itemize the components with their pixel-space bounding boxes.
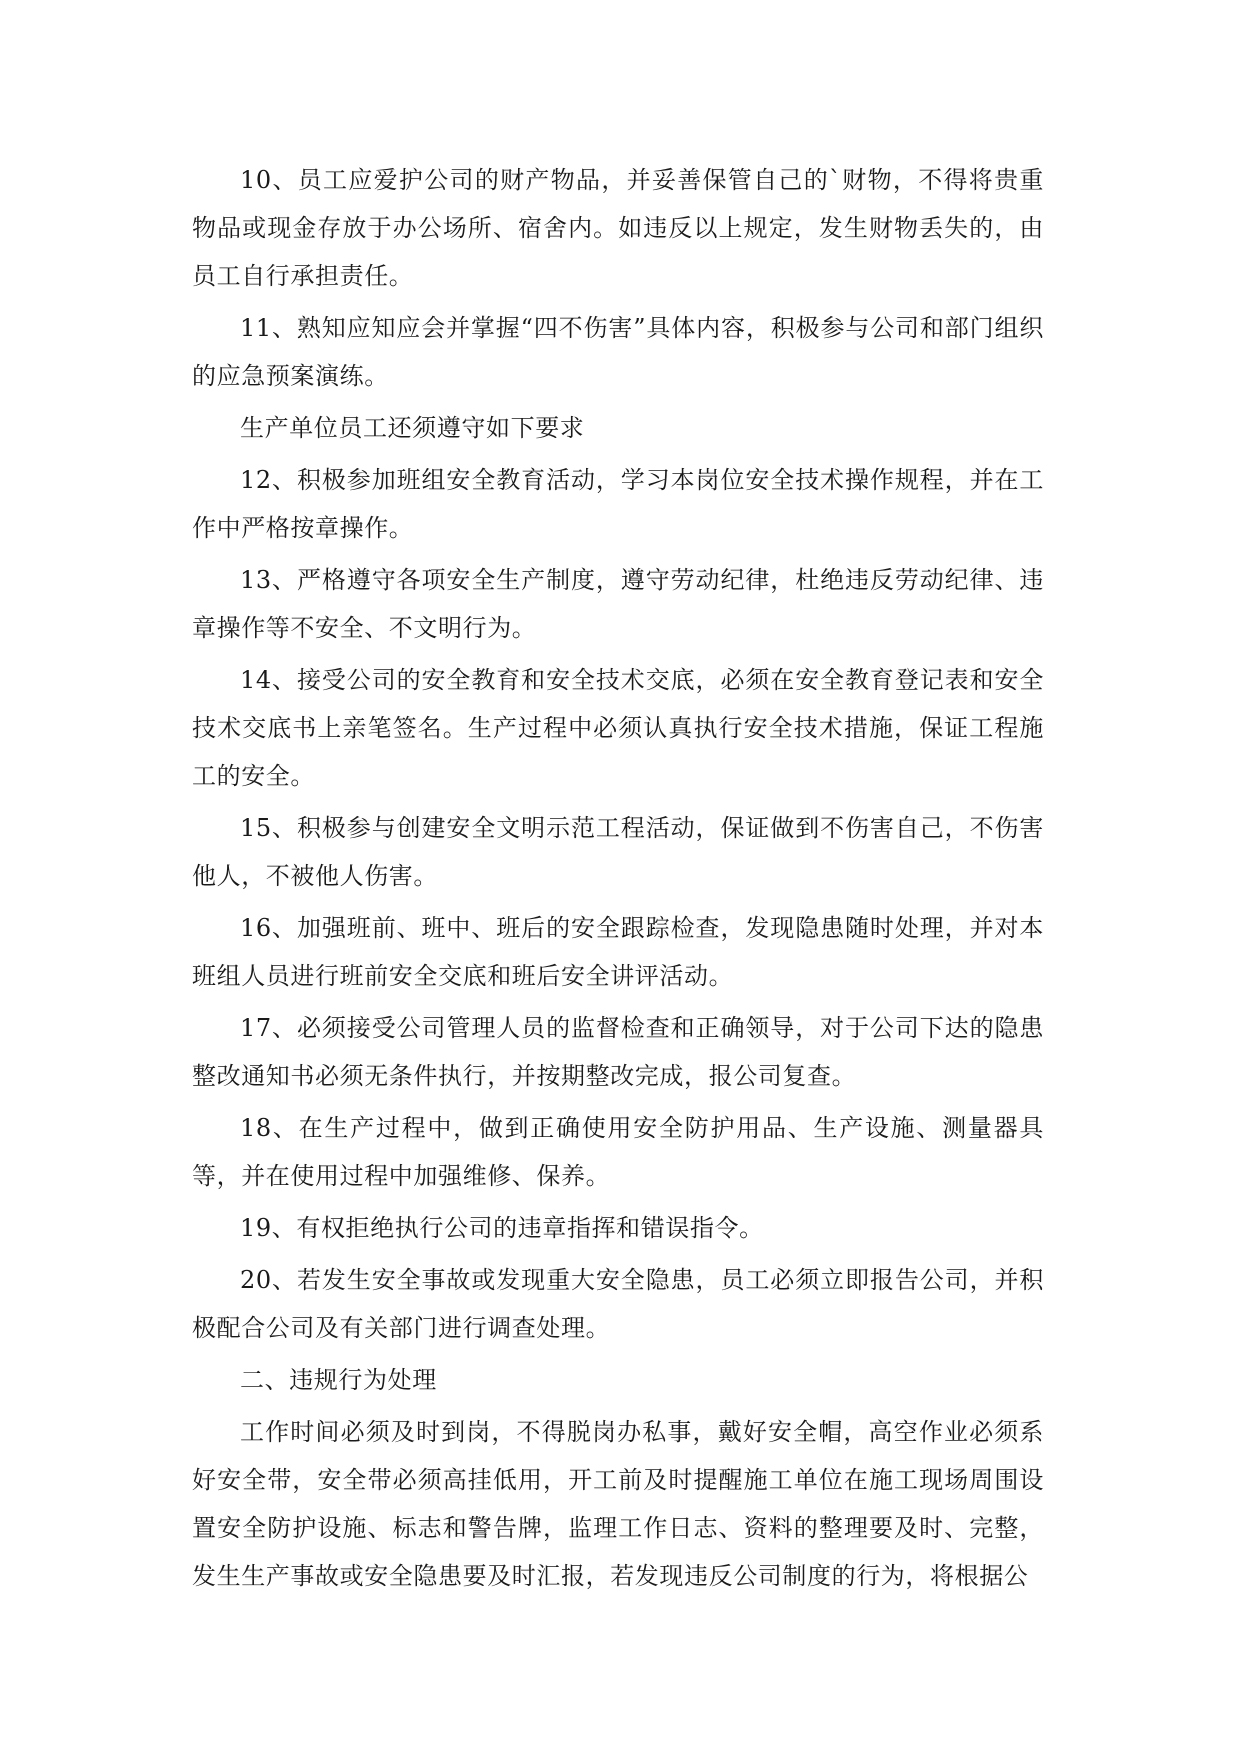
paragraph-item-16: 16、加强班前、班中、班后的安全跟踪检查，发现隐患随时处理，并对本班组人员进行班前安全交底和班后安全讲评活动。 — [192, 914, 1044, 990]
paragraph-item-10: 10、员工应爱护公司的财产物品，并妥善保管自己的`财物，不得将贵重物品或现金存放于办公场所、宿舍内。如违反以上规定，发生财物丢失的，由员工自行承担责任。 — [192, 166, 1044, 290]
paragraph-item-18: 18、在生产过程中，做到正确使用安全防护用品、生产设施、测量器具等，并在使用过程中加强维修、保养。 — [192, 1114, 1044, 1190]
section-heading-violations: 二、违规行为处理 — [240, 1366, 437, 1394]
paragraph-item-11: 11、熟知应知应会并掌握“四不伤害”具体内容，积极参与公司和部门组织的应急预案演练。 — [192, 314, 1044, 390]
paragraph-item-20: 20、若发生安全事故或发现重大安全隐患，员工必须立即报告公司，并积极配合公司及有关部门进行调查处理。 — [192, 1266, 1044, 1342]
paragraph-item-17: 17、必须接受公司管理人员的监督检查和正确领导，对于公司下达的隐患整改通知书必须无条件执行，并按期整改完成，报公司复查。 — [192, 1014, 1044, 1090]
paragraph-item-15: 15、积极参与创建安全文明示范工程活动，保证做到不伤害自己，不伤害他人，不被他人伤害。 — [192, 814, 1044, 890]
document-body — [192, 156, 1044, 1604]
paragraph-item-14: 14、接受公司的安全教育和安全技术交底，必须在安全教育登记表和安全技术交底书上亲笔签名。生产过程中必须认真执行安全技术措施，保证工程施工的安全。 — [192, 666, 1044, 790]
paragraph-violations-body: 工作时间必须及时到岗，不得脱岗办私事，戴好安全帽，高空作业必须系好安全带，安全带必须高挂低用，开工前及时提醒施工单位在施工现场周围设置安全防护设施、标志和警告牌，监理工作日志、资料的整理要及时、完整，发生生产事故或安全隐患要及时汇报，若发现违反公司制度的行为，将根据公 — [192, 1418, 1044, 1590]
paragraph-item-19: 19、有权拒绝执行公司的违章指挥和错误指令。 — [240, 1214, 764, 1242]
paragraph-item-12: 12、积极参加班组安全教育活动，学习本岗位安全技术操作规程，并在工作中严格按章操作。 — [192, 466, 1044, 542]
paragraph-item-13: 13、严格遵守各项安全生产制度，遵守劳动纪律，杜绝违反劳动纪律、违章操作等不安全、不文明行为。 — [192, 566, 1044, 642]
section-subheading: 生产单位员工还须遵守如下要求 — [240, 414, 585, 442]
